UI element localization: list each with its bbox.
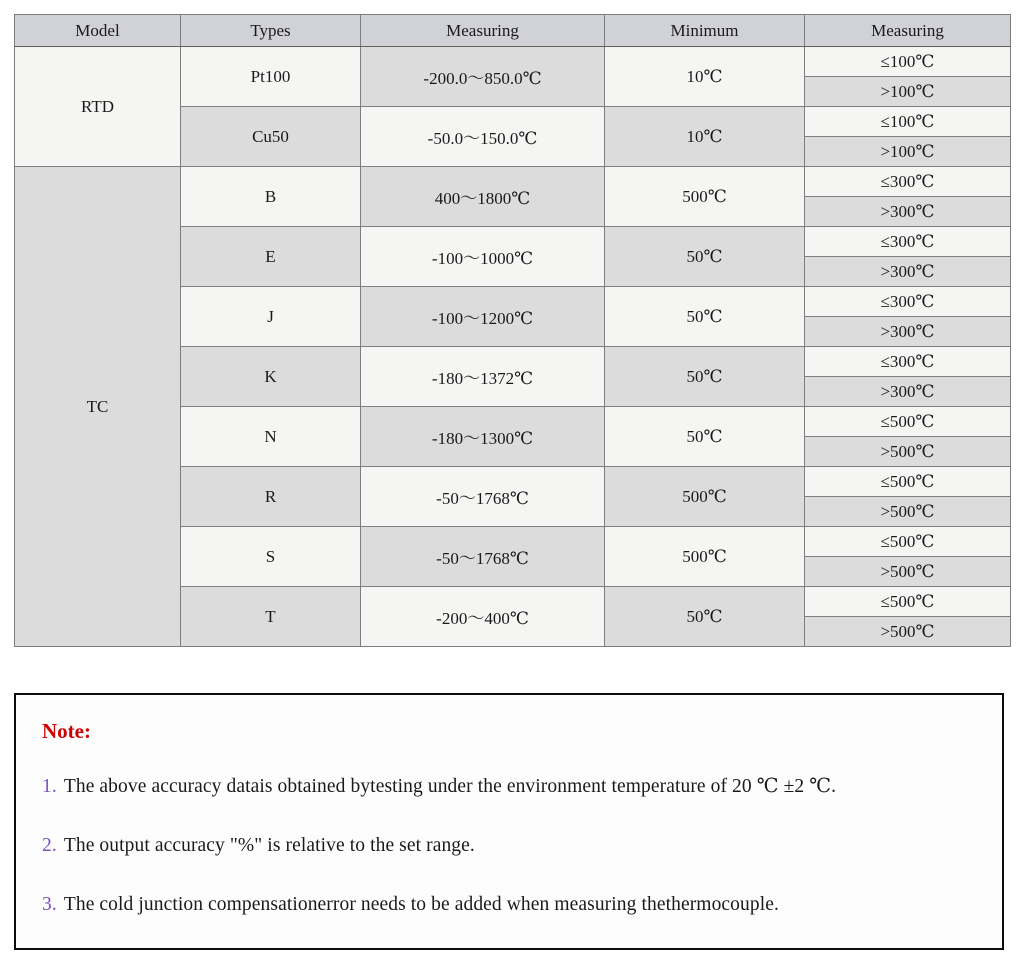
type-cell: T: [181, 587, 361, 647]
minimum-span-cell: 500℃: [605, 527, 805, 587]
measuring-range-cell: -100～1000℃: [361, 227, 605, 287]
type-cell: S: [181, 527, 361, 587]
threshold-cell: >300℃: [805, 257, 1011, 287]
threshold-cell: >500℃: [805, 557, 1011, 587]
model-cell: RTD: [15, 47, 181, 167]
table-row: [15, 47, 1011, 77]
note-item-number: 2.: [42, 835, 57, 856]
type-cell: K: [181, 347, 361, 407]
note-item: [42, 835, 972, 857]
measuring-range-cell: -180～1372℃: [361, 347, 605, 407]
threshold-cell: ≤300℃: [805, 287, 1011, 317]
header-row: [15, 15, 1011, 47]
minimum-span-cell: 50℃: [605, 587, 805, 647]
note-box: [14, 693, 1004, 950]
measuring-range-cell: -50.0～150.0℃: [361, 107, 605, 167]
threshold-cell: ≤500℃: [805, 527, 1011, 557]
minimum-span-cell: 500℃: [605, 467, 805, 527]
spec-table: [14, 14, 1011, 647]
note-item-text: The above accuracy datais obtained bytesting under the environment temperature of 20 ℃ ±2 ℃.: [63, 776, 837, 797]
threshold-cell: >300℃: [805, 377, 1011, 407]
threshold-cell: >100℃: [805, 137, 1011, 167]
threshold-cell: >300℃: [805, 317, 1011, 347]
column-header-minimum: Minimum: [605, 15, 805, 47]
note-item: [42, 894, 972, 916]
measuring-range-cell: 400～1800℃: [361, 167, 605, 227]
measuring-range-cell: -50～1768℃: [361, 467, 605, 527]
threshold-cell: >500℃: [805, 617, 1011, 647]
minimum-span-cell: 10℃: [605, 47, 805, 107]
column-header-model: Model: [15, 15, 181, 47]
threshold-cell: ≤300℃: [805, 167, 1011, 197]
type-cell: Pt100: [181, 47, 361, 107]
measuring-range-cell: -100～1200℃: [361, 287, 605, 347]
note-item: [42, 774, 972, 798]
minimum-span-cell: 50℃: [605, 407, 805, 467]
table-row: [15, 167, 1011, 197]
note-item-number: 3.: [42, 894, 57, 915]
threshold-cell: ≤300℃: [805, 347, 1011, 377]
threshold-cell: ≤500℃: [805, 587, 1011, 617]
threshold-cell: ≤300℃: [805, 227, 1011, 257]
minimum-span-cell: 50℃: [605, 287, 805, 347]
minimum-span-cell: 50℃: [605, 347, 805, 407]
measuring-range-cell: -200～400℃: [361, 587, 605, 647]
model-cell: TC: [15, 167, 181, 647]
note-item-number: 1.: [42, 776, 57, 797]
type-cell: N: [181, 407, 361, 467]
minimum-span-cell: 50℃: [605, 227, 805, 287]
type-cell: R: [181, 467, 361, 527]
threshold-cell: >500℃: [805, 497, 1011, 527]
note-title: Note:: [42, 719, 91, 743]
measuring-range-cell: -50～1768℃: [361, 527, 605, 587]
minimum-span-cell: 500℃: [605, 167, 805, 227]
column-header-measuring: Measuring: [361, 15, 605, 47]
note-item-text: The output accuracy "%" is relative to the set range.: [63, 835, 475, 856]
threshold-cell: >500℃: [805, 437, 1011, 467]
note-item-text: The cold junction compensationerror needs to be added when measuring thethermocouple.: [63, 894, 779, 915]
type-cell: E: [181, 227, 361, 287]
threshold-cell: >100℃: [805, 77, 1011, 107]
measuring-range-cell: -200.0～850.0℃: [361, 47, 605, 107]
threshold-cell: ≤500℃: [805, 467, 1011, 497]
threshold-cell: ≤500℃: [805, 407, 1011, 437]
threshold-cell: >300℃: [805, 197, 1011, 227]
column-header-measuring2: Measuring: [805, 15, 1011, 47]
type-cell: J: [181, 287, 361, 347]
type-cell: Cu50: [181, 107, 361, 167]
column-header-types: Types: [181, 15, 361, 47]
type-cell: B: [181, 167, 361, 227]
threshold-cell: ≤100℃: [805, 47, 1011, 77]
minimum-span-cell: 10℃: [605, 107, 805, 167]
threshold-cell: ≤100℃: [805, 107, 1011, 137]
measuring-range-cell: -180～1300℃: [361, 407, 605, 467]
